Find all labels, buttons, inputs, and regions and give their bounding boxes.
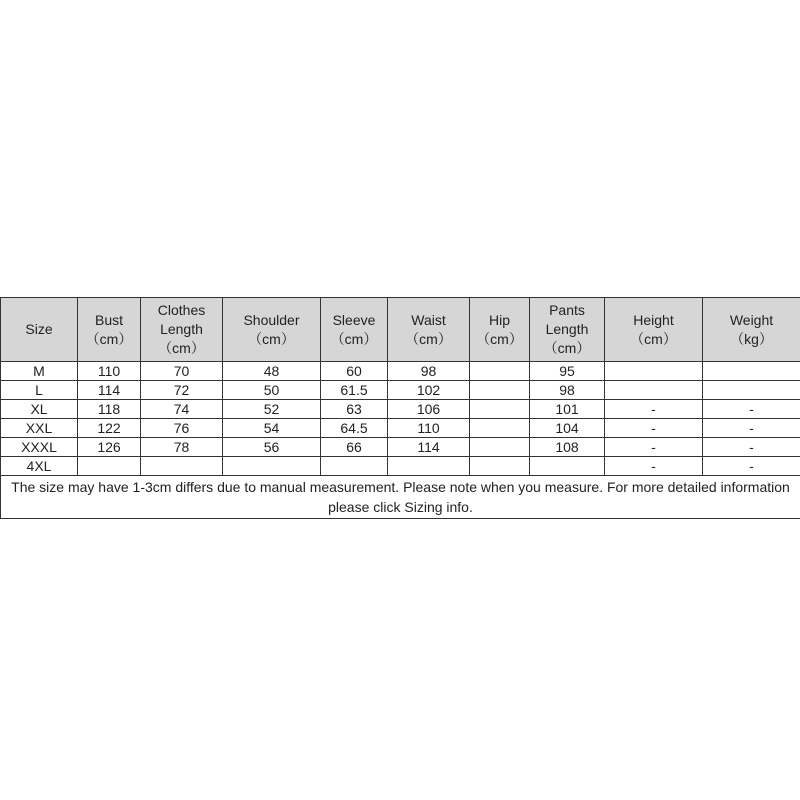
table-cell [605,381,703,400]
measurement-note: The size may have 1-3cm differs due to manual measurement. Please note when you measure. For more detailed information please click Sizing info. [1,476,800,519]
table-cell: 52 [223,400,321,419]
table-cell: 98 [530,381,605,400]
table-cell: 110 [78,362,141,381]
table-cell: 54 [223,419,321,438]
table-cell: 98 [388,362,470,381]
table-cell [470,400,530,419]
table-cell [703,381,800,400]
table-cell: - [703,400,800,419]
table-cell: 110 [388,419,470,438]
table-cell: - [703,438,800,457]
header-shoulder: Shoulder （cm） [223,298,321,362]
table-cell: 104 [530,419,605,438]
table-cell: 118 [78,400,141,419]
table-cell: 72 [141,381,223,400]
table-row [1,457,800,476]
header-bust: Bust （cm） [78,298,141,362]
table-cell: 106 [388,400,470,419]
table-cell [141,457,223,476]
table-cell: L [1,381,78,400]
table-cell [223,457,321,476]
table-cell: 66 [321,438,388,457]
header-sleeve: Sleeve （cm） [321,298,388,362]
table-cell: 4XL [1,457,78,476]
table-cell: XL [1,400,78,419]
table-cell: M [1,362,78,381]
table-cell: - [605,419,703,438]
table-cell: XXL [1,419,78,438]
header-waist: Waist （cm） [388,298,470,362]
table-cell: 48 [223,362,321,381]
table-cell: - [605,457,703,476]
table-cell: 122 [78,419,141,438]
table-cell: 60 [321,362,388,381]
table-cell [470,457,530,476]
table-cell [78,457,141,476]
table-row [1,381,800,400]
table-cell [470,362,530,381]
size-chart [0,297,800,519]
table-cell: 64.5 [321,419,388,438]
header-clothes-length: Clothes Length （cm） [141,298,223,362]
table-cell [703,362,800,381]
table-cell: 76 [141,419,223,438]
table-cell [470,419,530,438]
table-cell: 50 [223,381,321,400]
table-cell [321,457,388,476]
table-row [1,438,800,457]
table-cell [470,381,530,400]
table-cell: 63 [321,400,388,419]
table-row [1,362,800,381]
header-size: Size [1,298,78,362]
table-cell: 61.5 [321,381,388,400]
table-cell [530,457,605,476]
table-cell: 74 [141,400,223,419]
table-cell [388,457,470,476]
table-cell: 70 [141,362,223,381]
table-cell: - [703,419,800,438]
note-row [1,476,800,519]
table-cell: 78 [141,438,223,457]
table-row [1,400,800,419]
table-cell [605,362,703,381]
header-height: Height （cm） [605,298,703,362]
header-pants-length: Pants Length （cm） [530,298,605,362]
table-cell: 56 [223,438,321,457]
table-cell: 95 [530,362,605,381]
header-hip: Hip （cm） [470,298,530,362]
table-cell: 114 [78,381,141,400]
table-cell: 101 [530,400,605,419]
header-weight: Weight （kg） [703,298,800,362]
table-cell: 126 [78,438,141,457]
table-cell [470,438,530,457]
table-cell: 108 [530,438,605,457]
table-cell: - [605,400,703,419]
table-cell: - [703,457,800,476]
table-cell: XXXL [1,438,78,457]
table-row [1,419,800,438]
table-cell: 102 [388,381,470,400]
table-cell: - [605,438,703,457]
table-cell: 114 [388,438,470,457]
size-table [0,297,800,519]
header-row [1,298,800,362]
